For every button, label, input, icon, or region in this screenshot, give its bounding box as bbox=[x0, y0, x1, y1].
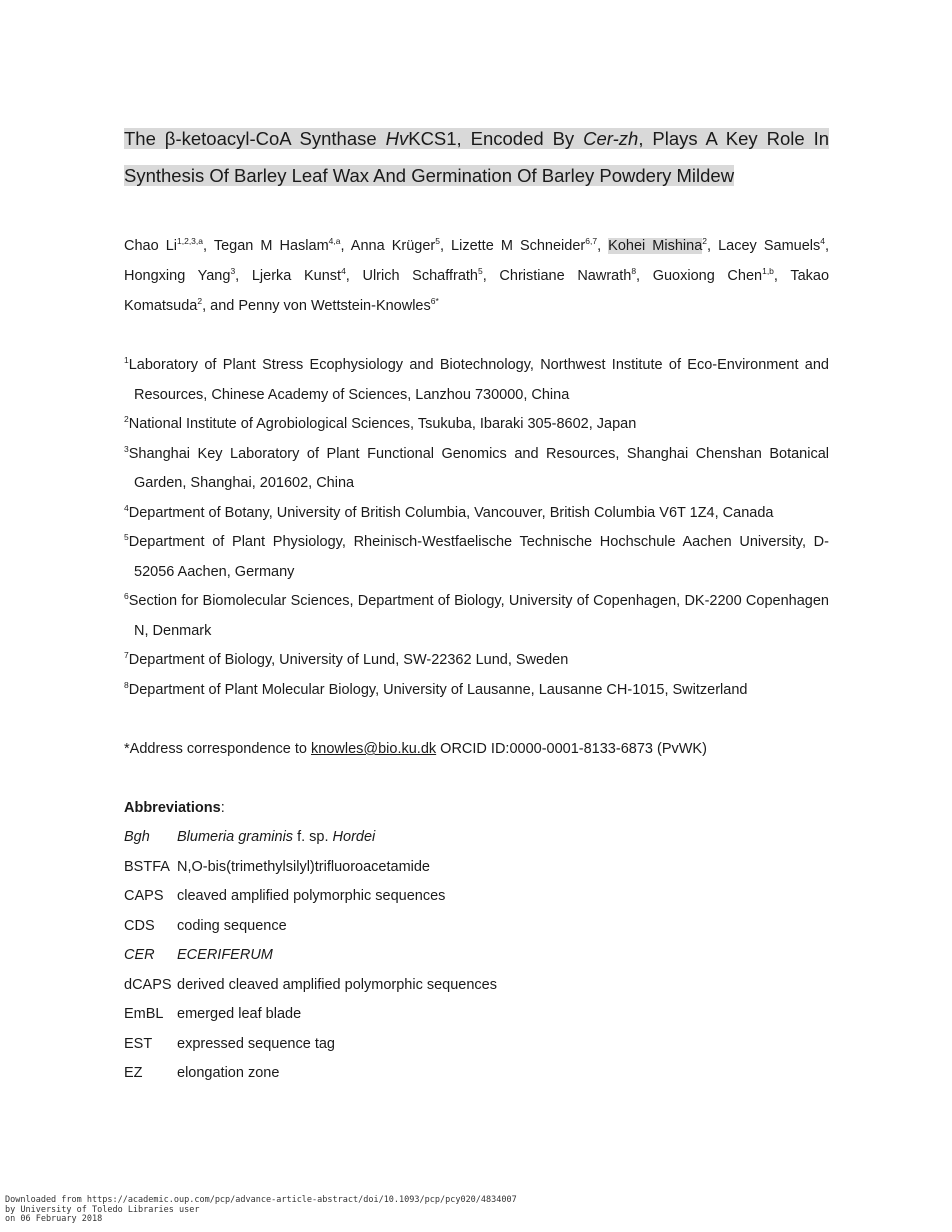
abbreviation-row: BSTFA N,O-bis(trimethylsilyl)trifluoroacetamide bbox=[124, 858, 430, 875]
author: Penny von Wettstein-Knowles$^{6*}$ bbox=[238, 296, 439, 314]
affiliation: $^1$Laboratory of Plant Stress Ecophysiology and Biotechnology, Northwest Institute of Eco‑Environment and Resources, Chinese Academy of Sciences, Lanzhou 730000, China bbox=[124, 355, 829, 403]
affiliation: $^4$Department of Botany, University of British Columbia, Vancouver, British Columbia V6T 1Z4, Canada bbox=[124, 502, 774, 521]
author: Ljerka Kunst$^4$ bbox=[251, 266, 346, 284]
correspondence: *Address correspondence to knowles@bio.ku.dk ORCID ID:0000-0001-8133-6873 (PvWK) bbox=[124, 741, 707, 757]
author: Takao Komatsuda$^2$ bbox=[124, 268, 830, 314]
author: Lacey Samuels$^4$ bbox=[718, 236, 826, 254]
abbreviations-list bbox=[124, 823, 497, 1089]
author: Guoxiong Chen$^{1,b}$ bbox=[652, 266, 774, 284]
abbreviation-row: CAPS cleaved amplified polymorphic sequences bbox=[124, 888, 446, 904]
email-link[interactable]: knowles@bio.ku.dk bbox=[311, 741, 437, 757]
abbreviation-row: CER ECERIFERUM bbox=[124, 947, 273, 963]
abbreviation-row: EZ elongation zone bbox=[124, 1065, 280, 1081]
author: Ulrich Schaffrath$^5$ bbox=[362, 266, 483, 284]
abbreviation-row: EmBL emerged leaf blade bbox=[124, 1006, 302, 1022]
author: Tegan M Haslam$^{4,a}$ bbox=[213, 236, 341, 254]
affiliation-list bbox=[124, 351, 829, 705]
abbreviation-row: CDS coding sequence bbox=[124, 917, 287, 934]
abbreviation-row: Bgh Blumeria graminis f. sp. Hordei bbox=[124, 829, 376, 845]
affiliation: $^8$Department of Plant Molecular Biology, University of Lausanne, Lausanne CH-1015, Switzerland bbox=[124, 679, 748, 698]
affiliation: $^3$Shanghai Key Laboratory of Plant Functional Genomics and Resources, Shanghai Chenshan Botanical Garden, Shanghai, 201602, China bbox=[124, 443, 829, 491]
affiliation: $^2$National Institute of Agrobiological Sciences, Tsukuba, Ibaraki 305-8602, Japan bbox=[124, 414, 637, 432]
title-highlight: The β-ketoacyl-CoA Synthase HvKCS1, Encoded By Cer-zh, Plays A Key Role In Synthesis Of Barley Leaf Wax And Germination Of Barley Powdery Mildew bbox=[124, 128, 829, 186]
abbreviation-row: EST expressed sequence tag bbox=[124, 1035, 335, 1052]
affiliation: $^6$Section for Biomolecular Sciences, Department of Biology, University of Copenhagen, DK-2200 Copenhagen N, Denmark bbox=[124, 591, 829, 639]
author-list: Chao Li$^{1,2,3,a}$, Tegan M Haslam$^{4,a}$, Anna Krüger$^5$, Lizette M Schneider$^{6,7}$, Kohei Mishina$^2$, Lacey Samuels$^4$, Hongxing Yang$^3$, Ljerka Kunst$^4$, Ulrich Schaffrath$^5$, Christiane Nawrath$^8$, Guoxiong Chen$^{1,b}$, Takao Komatsuda$^2$, and Penny von Wettstein-Knowles$^{6*}$ bbox=[124, 236, 830, 314]
author: Chao Li$^{1,2,3,a}$ bbox=[124, 236, 203, 254]
author: Hongxing Yang$^3$ bbox=[124, 266, 236, 284]
author: Anna Krüger$^5$ bbox=[350, 236, 440, 254]
affiliation: $^7$Department of Biology, University of Lund, SW-22362 Lund, Sweden bbox=[124, 650, 569, 668]
abbreviation-row: dCAPS derived cleaved amplified polymorphic sequences bbox=[124, 976, 497, 993]
author: Lizette M Schneider$^{6,7}$ bbox=[451, 236, 598, 254]
affiliation: $^5$Department of Plant Physiology, Rheinisch-Westfaelische Technische Hochschule Aachen University, D-52056 Aachen, Germany bbox=[124, 532, 829, 580]
abbreviations-heading: Abbreviations: bbox=[124, 800, 225, 816]
author-highlighted: Kohei Mishina$^2$ bbox=[608, 236, 708, 254]
author: Christiane Nawrath$^8$ bbox=[499, 266, 637, 284]
download-footer: Downloaded from https://academic.oup.com/pcp/advance-article-abstract/doi/10.1093/pcp/pcy020/4834007 by University of Toledo Libraries user on 06 February 2018 bbox=[5, 1195, 517, 1224]
paper-title bbox=[124, 120, 829, 194]
